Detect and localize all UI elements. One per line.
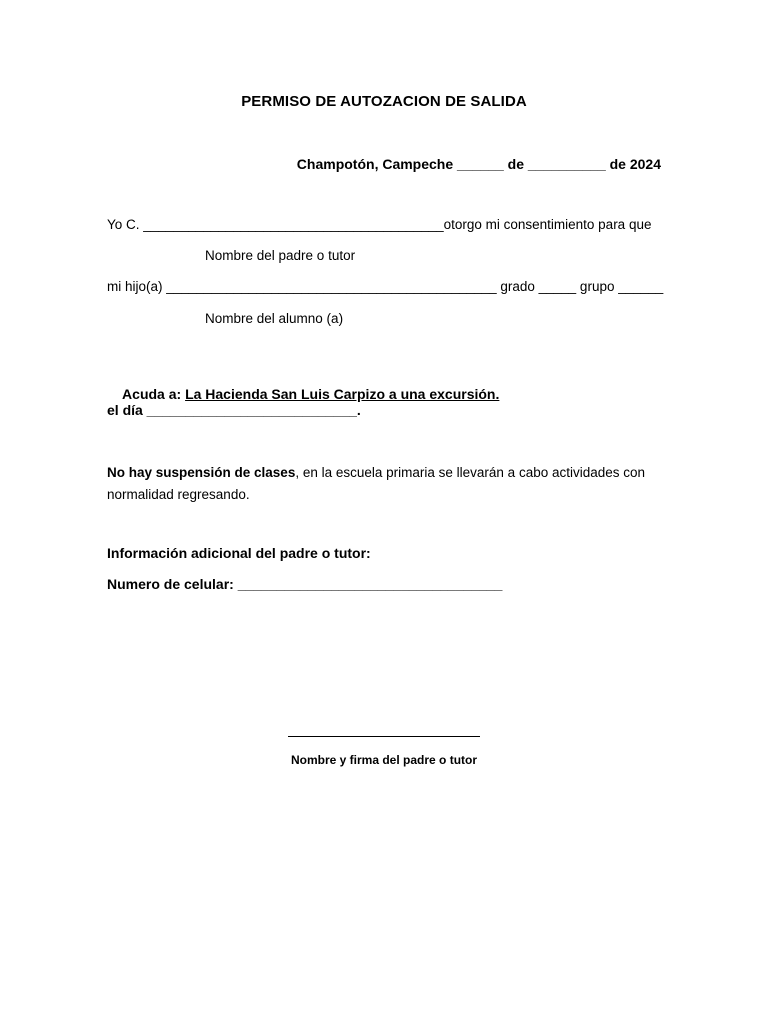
no-suspension-text: , en la escuela primaria se llevarán a cabo actividades con normalidad regresando. bbox=[107, 465, 646, 502]
no-suspension-bold: No hay suspensión de clases bbox=[107, 465, 296, 480]
student-name-caption: Nombre del alumno (a) bbox=[205, 311, 344, 326]
destination-place: La Hacienda San Luis Carpizo a una excursión. bbox=[185, 386, 500, 402]
signature-line bbox=[288, 724, 480, 737]
student-line: mi hijo(a) ____________________________________________ grado _____ grupo ______ bbox=[107, 279, 664, 294]
place-date-line: Champotón, Campeche ______ de __________ de 2024 bbox=[296, 156, 661, 172]
date-line: el día ___________________________. bbox=[107, 402, 361, 418]
additional-info-heading: Información adicional del padre o tutor: bbox=[107, 545, 371, 561]
signature-caption: Nombre y firma del padre o tutor bbox=[290, 753, 478, 767]
parent-consent-line: Yo C. ________________________________________otorgo mi consentimiento para que bbox=[107, 217, 652, 232]
destination-label: Acuda a: bbox=[122, 386, 186, 402]
document-title: PERMISO DE AUTOZACION DE SALIDA bbox=[241, 93, 527, 110]
cellphone-line: Numero de celular: __________________________________ bbox=[107, 576, 503, 592]
no-suspension-paragraph bbox=[107, 462, 657, 506]
parent-name-caption: Nombre del padre o tutor bbox=[205, 248, 356, 263]
